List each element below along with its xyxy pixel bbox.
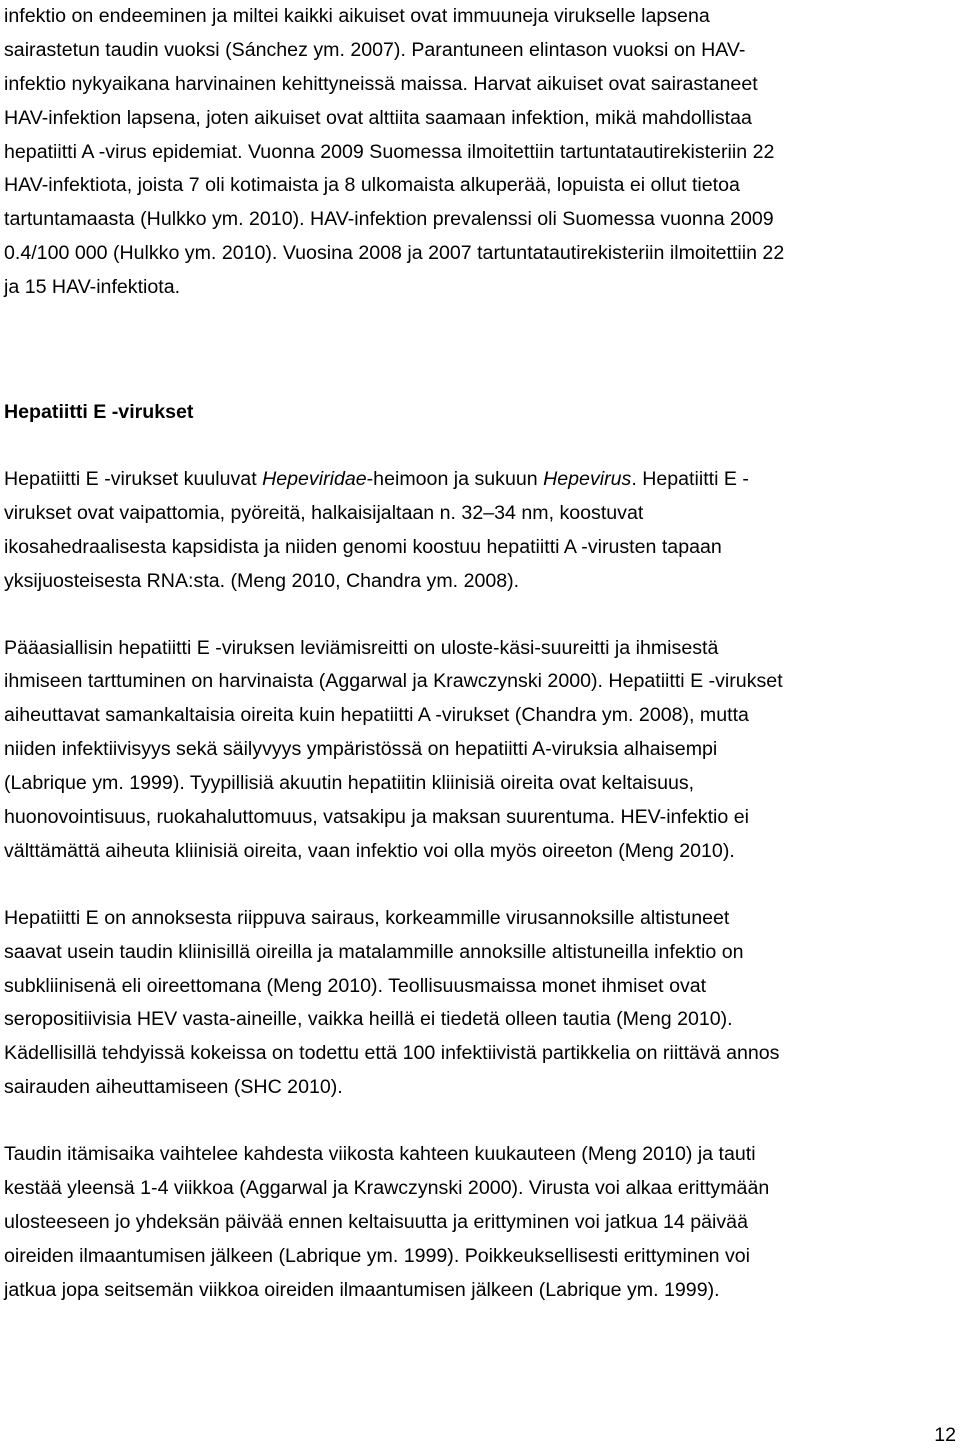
text-line: niiden infektiivisyys sekä säilyvyys ympäristössä on hepatiitti A-viruksia alhaisempi — [4, 738, 718, 761]
text-line: ulosteeseen jo yhdeksän päivää ennen keltaisuutta ja erittyminen voi jatkua 14 päivää — [4, 1210, 748, 1233]
paragraph-hev-incubation — [4, 1138, 956, 1307]
text-line: ikosahedraalisesta kapsidista ja niiden genomi koostuu hepatiitti A -virusten tapaan — [4, 535, 722, 558]
text-line: (Labrique ym. 1999). Tyypillisiä akuutin hepatiitin kliinisiä oireita ovat keltaisuus, — [4, 772, 695, 795]
text-line: hepatiitti A -virus epidemiat. Vuonna 2009 Suomessa ilmoitettiin tartuntatautirekisteriin 22 — [4, 140, 775, 163]
text-line: Pääasiallisin hepatiitti E -viruksen leviämisreitti on uloste-käsi-suureitti ja ihmisestä — [4, 636, 719, 659]
text-line: saavat usein taudin kliinisillä oireilla ja matalammille annoksille altistuneilla infektio on — [4, 940, 744, 963]
text-line: seropositiivisia HEV vasta-aineille, vaikka heillä ei tiedetä olleen tautia (Meng 2010). — [4, 1008, 733, 1031]
spacer — [4, 869, 956, 902]
text-line: 0.4/100 000 (Hulkko ym. 2010). Vuosina 2008 ja 2007 tartuntatautirekisteriin ilmoitettiin 22 — [4, 242, 785, 265]
document-page — [4, 0, 956, 1308]
paragraph-hav-epidemiology — [4, 0, 956, 305]
text-line: Taudin itämisaika vaihtelee kahdesta viikosta kahteen kuukauteen (Meng 2010) ja tauti — [4, 1143, 756, 1166]
paragraph-hev-transmission — [4, 632, 956, 869]
spacer — [4, 305, 956, 395]
text-run: Hepatiitti E -virukset kuuluvat — [4, 468, 263, 491]
text-run: . Hepatiitti E - — [631, 468, 749, 491]
text-line: oireiden ilmaantumisen jälkeen (Labrique ym. 1999). Poikkeuksellisesti erittyminen voi — [4, 1244, 751, 1267]
page-number: 12 — [934, 1424, 956, 1446]
text-line: HAV-infektiota, joista 7 oli kotimaista ja 8 ulkomaista alkuperää, lopuista ei ollut tietoa — [4, 174, 740, 197]
section-heading: Hepatiitti E -virukset — [4, 401, 194, 424]
spacer — [4, 599, 956, 632]
text-line — [4, 463, 956, 497]
text-line: yksijuosteisesta RNA:sta. (Meng 2010, Chandra ym. 2008). — [4, 569, 520, 592]
text-line: Kädellisillä tehdyissä kokeissa on todettu että 100 infektiivistä partikkelia on riittävä annos — [4, 1042, 780, 1065]
text-line: ihmiseen tarttuminen on harvinaista (Aggarwal ja Krawczynski 2000). Hepatiitti E -virukset — [4, 670, 783, 693]
family-name-italic: Hepeviridae — [262, 468, 367, 491]
text-line: jatkua jopa seitsemän viikkoa oireiden ilmaantumisen jälkeen (Labrique ym. 1999). — [4, 1278, 720, 1301]
text-line: sairauden aiheuttamiseen (SHC 2010). — [4, 1076, 343, 1099]
text-line: ja 15 HAV-infektiota. — [4, 276, 181, 299]
text-line: subkliinisenä eli oireettomana (Meng 2010). Teollisuusmaissa monet ihmiset ovat — [4, 974, 707, 997]
text-line: infektio nykyaikana harvinainen kehittyneissä maissa. Harvat aikuiset ovat sairastaneet — [4, 72, 758, 95]
spacer — [4, 429, 956, 463]
text-line: huonovointisuus, ruokahaluttomuus, vatsakipu ja maksan suurentuma. HEV-infektio ei — [4, 806, 749, 829]
text-run: -heimoon ja sukuun — [366, 468, 544, 491]
paragraph-hev-taxonomy — [4, 463, 956, 599]
text-line: Hepatiitti E on annoksesta riippuva sairaus, korkeammille virusannoksille altistuneet — [4, 906, 730, 929]
text-line: aiheuttavat samankaltaisia oireita kuin hepatiitti A -virukset (Chandra ym. 2008), mutta — [4, 704, 749, 727]
paragraph-hev-dose — [4, 902, 956, 1105]
text-line: tartuntamaasta (Hulkko ym. 2010). HAV-infektion prevalenssi oli Suomessa vuonna 2009 — [4, 208, 774, 231]
spacer — [4, 1105, 956, 1138]
text-line: sairastetun taudin vuoksi (Sánchez ym. 2007). Parantuneen elintason vuoksi on HAV- — [4, 38, 746, 61]
genus-name-italic: Hepevirus — [543, 468, 632, 491]
text-line: virukset ovat vaipattomia, pyöreitä, halkaisijaltaan n. 32–34 nm, koostuvat — [4, 501, 644, 524]
text-line: kestää yleensä 1-4 viikkoa (Aggarwal ja Krawczynski 2000). Virusta voi alkaa erittymään — [4, 1177, 770, 1200]
text-line: HAV-infektion lapsena, joten aikuiset ovat alttiita saamaan infektion, mikä mahdollistaa — [4, 106, 752, 129]
text-line: välttämättä aiheuta kliinisiä oireita, vaan infektio voi olla myös oireeton (Meng 2010). — [4, 839, 735, 862]
text-line: infektio on endeeminen ja miltei kaikki aikuiset ovat immuuneja virukselle lapsena — [4, 5, 710, 27]
